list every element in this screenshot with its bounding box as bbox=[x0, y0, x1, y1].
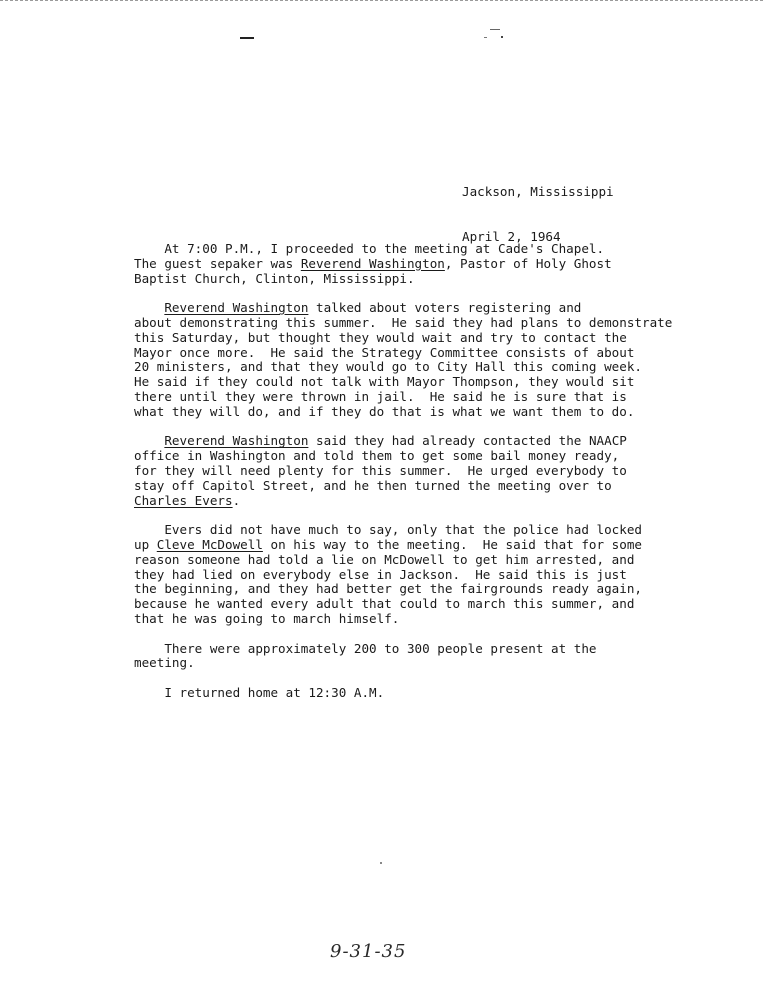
page-edge-divider bbox=[0, 0, 763, 1]
dateline-place: Jackson, Mississippi bbox=[462, 184, 614, 199]
paragraph bbox=[134, 642, 694, 672]
text-line: Evers did not have much to say, only that the police had locked bbox=[134, 522, 642, 538]
text-line: that he was going to march himself. bbox=[134, 610, 400, 626]
paragraph bbox=[134, 523, 694, 627]
text-line: At 7:00 P.M., I proceeded to the meeting at Cade's Chapel. bbox=[134, 241, 605, 256]
scan-mark bbox=[380, 862, 382, 864]
paragraph bbox=[134, 301, 694, 419]
text-line: office in Washington and told them to get some bail money ready, bbox=[134, 448, 620, 464]
text-line: The guest sepaker was Reverend Washington, Pastor of Holy Ghost bbox=[134, 255, 612, 271]
text-line: meeting. bbox=[134, 655, 195, 671]
text-line: 20 ministers, and that they would go to City Hall this coming week. bbox=[134, 359, 642, 375]
text-line: Mayor once more. He said the Strategy Committee consists of about bbox=[134, 344, 635, 360]
text-line: this Saturday, but thought they would wait and try to contact the bbox=[134, 329, 627, 345]
text-line: up Cleve McDowell on his way to the meeting. He said that for some bbox=[134, 536, 643, 552]
underlined-name: Reverend Washington bbox=[164, 300, 309, 316]
text-line: There were approximately 200 to 300 people present at the bbox=[134, 640, 597, 656]
paragraph bbox=[134, 242, 694, 286]
text-line: because he wanted every adult that could to march this summer, and bbox=[134, 596, 635, 612]
underlined-name: Charles Evers bbox=[134, 492, 233, 508]
text-line: Reverend Washington said they had already contacted the NAACP bbox=[164, 433, 627, 449]
text-line: there until they were thrown in jail. He said he is sure that is bbox=[134, 388, 627, 404]
scan-mark bbox=[501, 36, 503, 38]
scan-mark bbox=[484, 37, 487, 38]
text-line: about demonstrating this summer. He said they had plans to demonstrate bbox=[134, 314, 673, 330]
handwritten-file-number: 9-31-35 bbox=[330, 941, 407, 962]
letter-body bbox=[134, 242, 694, 716]
text-line: Charles Evers. bbox=[134, 492, 241, 508]
dateline-date: April 2, 1964 bbox=[462, 229, 561, 244]
text-line: I returned home at 12:30 A.M. bbox=[134, 684, 385, 700]
paragraph bbox=[134, 434, 694, 508]
scan-mark bbox=[490, 29, 500, 30]
text-line: what they will do, and if they do that is what we want them to do. bbox=[134, 403, 635, 419]
text-line: reason someone had told a lie on McDowell to get him arrested, and bbox=[134, 551, 635, 567]
text-line: He said if they could not talk with Mayor Thompson, they would sit bbox=[134, 374, 635, 390]
paragraph bbox=[134, 686, 694, 701]
text-line: the beginning, and they had better get the fairgrounds ready again, bbox=[134, 581, 642, 597]
text-line: they had lied on everybody else in Jackson. He said this is just bbox=[134, 566, 627, 582]
scan-mark bbox=[240, 37, 254, 39]
underlined-name: Reverend Washington bbox=[300, 255, 445, 271]
text-line: Reverend Washington talked about voters registering and bbox=[164, 300, 582, 316]
underlined-name: Cleve McDowell bbox=[156, 536, 263, 552]
text-line: Baptist Church, Clinton, Mississippi. bbox=[134, 270, 415, 286]
text-line: stay off Capitol Street, and he then turned the meeting over to bbox=[134, 477, 612, 493]
underlined-name: Reverend Washington bbox=[164, 433, 309, 449]
text-line: for they will need plenty for this summer. He urged everybody to bbox=[134, 462, 627, 478]
